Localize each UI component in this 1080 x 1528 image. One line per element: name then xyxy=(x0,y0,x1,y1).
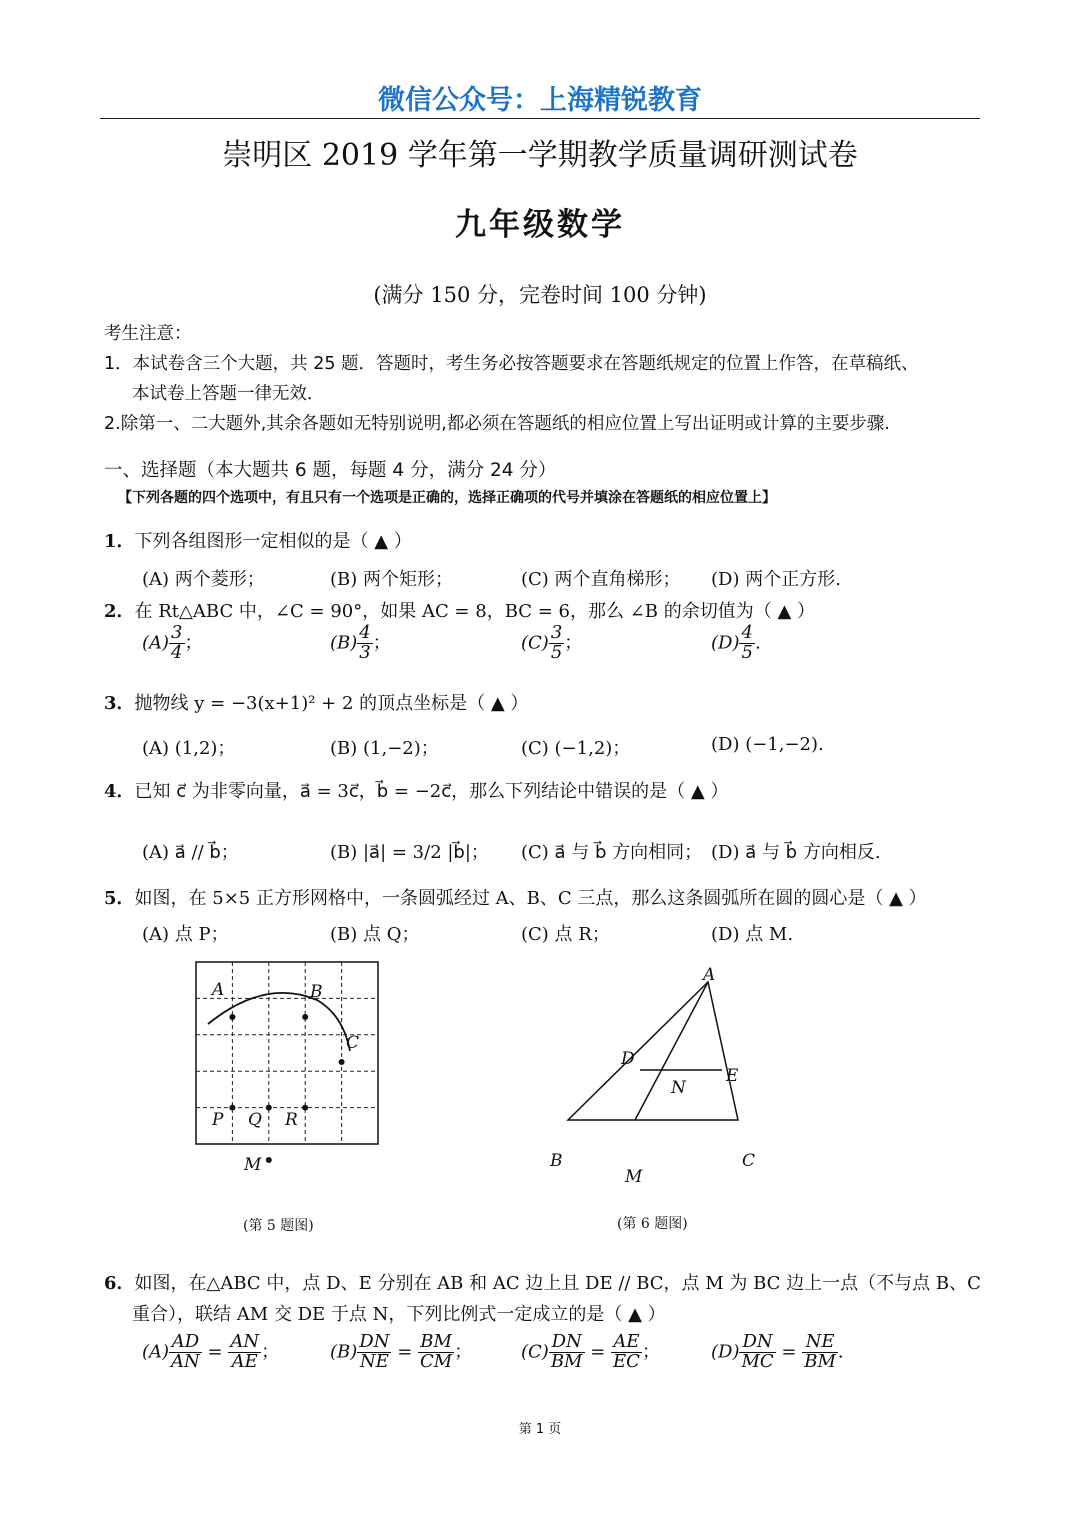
circle-arc xyxy=(208,993,350,1051)
fraction xyxy=(357,624,372,663)
denominator: 5 xyxy=(550,641,563,663)
fraction-right xyxy=(611,1333,642,1372)
label-e: E xyxy=(726,1066,739,1086)
label-a: A xyxy=(703,965,716,985)
question-3 xyxy=(104,689,528,715)
header-rule xyxy=(100,118,980,119)
section-heading: 一、选择题（本大题共 6 题，每题 4 分，满分 24 分） xyxy=(104,460,557,481)
denominator: 4 xyxy=(171,641,183,663)
question-text: 在 Rt△ABC 中，∠C = 90°，如果 AC = 8，BC = 6，那么 ∠B 的余切值为（ ▲ ） xyxy=(134,601,816,622)
label-m: M xyxy=(244,1155,262,1175)
q5-option-b: (B) 点 Q； xyxy=(330,924,420,945)
option-label: (B) xyxy=(330,1341,358,1363)
q4-option-d: (D) a⃗ 与 b⃗ 方向相反. xyxy=(711,842,881,863)
numerator: AN xyxy=(230,1331,260,1352)
option-label: (C) xyxy=(521,632,549,654)
option-label: (C) xyxy=(521,1341,549,1363)
numerator: 3 xyxy=(171,622,183,643)
numerator: NE xyxy=(802,1333,838,1353)
q3-option-d: (D) (−1,−2). xyxy=(711,734,824,755)
numerator: DN xyxy=(359,1331,390,1352)
label-p: P xyxy=(212,1110,224,1130)
question-number: 4． xyxy=(104,781,135,802)
option-tail: . xyxy=(837,1341,844,1363)
point-b xyxy=(302,1014,308,1020)
notice-item-1-cont: 本试卷上答题一律无效． xyxy=(132,384,325,404)
option-label: (A) xyxy=(142,632,170,654)
option-tail: ； xyxy=(261,1341,280,1363)
q6-option-d: (D) $\frac{DN}{MC}$ = $\frac{NE}{BM}$ . xyxy=(711,1331,844,1372)
fraction xyxy=(549,624,564,663)
fraction-left xyxy=(169,1333,202,1372)
question-text: 下列各组图形一定相似的是（ ▲ ） xyxy=(134,531,412,552)
label-c: C xyxy=(742,1151,756,1171)
numerator: AE xyxy=(611,1333,642,1353)
option-label: (D) xyxy=(711,1341,740,1363)
denominator: 3 xyxy=(359,641,371,663)
fraction-right xyxy=(802,1333,838,1372)
q2-option-c xyxy=(521,624,582,663)
question-4 xyxy=(104,777,728,803)
denominator: EC xyxy=(613,1350,640,1372)
question-number: 3． xyxy=(104,693,135,714)
label-b: B xyxy=(310,982,323,1002)
section-instruction: 【下列各题的四个选项中，有且只有一个选项是正确的，选择正确项的代号并填涂在答题纸的相应位置上】 xyxy=(118,490,776,506)
wechat-banner: 微信公众号：上海精锐教育 xyxy=(378,85,702,116)
q6-option-a: (A) $\frac{AD}{AN}$ = $\frac{AN}{AE}$ ； xyxy=(142,1331,280,1372)
q1-option-b: (B) 两个矩形； xyxy=(330,569,453,590)
question-number: 5． xyxy=(104,888,135,909)
exam-title: 崇明区 2019 学年第一学期教学质量调研测试卷 xyxy=(222,138,858,173)
q1-option-d: (D) 两个正方形. xyxy=(711,569,841,590)
subject-title: 九年级数学 xyxy=(455,207,625,243)
numerator: DN xyxy=(549,1333,585,1353)
fraction-left xyxy=(549,1333,585,1372)
point-r xyxy=(302,1105,308,1111)
question-text: 如图，在 5×5 正方形网格中，一条圆弧经过 A、B、C 三点，那么这条圆弧所在圆的圆心是（ ▲ ） xyxy=(134,888,927,909)
label-r: R xyxy=(285,1110,298,1130)
denominator: BM xyxy=(550,1350,583,1372)
point-q xyxy=(266,1105,272,1111)
option-tail: ； xyxy=(454,1341,473,1363)
q2-option-a xyxy=(142,624,203,663)
option-label: (B) xyxy=(330,632,358,654)
denominator: AE xyxy=(231,1350,258,1372)
point-p xyxy=(229,1105,235,1111)
notice-item-1: 1．本试卷含三个大题，共 25 题．答题时，考生务必按答题要求在答题纸规定的位置上作答，在草稿纸、 xyxy=(104,354,919,374)
notice-item-2: 2.除第一、二大题外,其余各题如无特别说明,都必须在答题纸的相应位置上写出证明或计算的主要步骤. xyxy=(104,414,890,434)
q3-option-b: (B) (1,−2)； xyxy=(330,738,439,759)
question-5 xyxy=(104,884,927,910)
numerator: AD xyxy=(169,1333,202,1353)
question-text: 抛物线 y = −3(x+1)² + 2 的顶点坐标是（ ▲ ） xyxy=(134,693,529,714)
q4-option-b: (B) |a⃗| = 3/2 |b⃗|； xyxy=(330,842,489,863)
fraction-right xyxy=(418,1333,454,1372)
point-c xyxy=(339,1059,345,1065)
point-m xyxy=(266,1157,272,1163)
question-number: 2． xyxy=(104,601,135,622)
triangle-abc xyxy=(568,982,738,1120)
label-d: D xyxy=(621,1049,635,1069)
point-a xyxy=(229,1014,235,1020)
denominator: NE xyxy=(359,1350,389,1372)
q3-option-c: (C) (−1,2)； xyxy=(521,738,631,759)
q6-option-b: (B) $\frac{DN}{NE}$ = $\frac{BM}{CM}$ ； xyxy=(330,1331,473,1372)
fraction-right xyxy=(228,1333,261,1372)
q6-option-c: (C) $\frac{DN}{BM}$ = $\frac{AE}{EC}$ ； xyxy=(521,1331,660,1372)
option-tail: ； xyxy=(372,632,391,654)
label-m: M xyxy=(625,1167,643,1187)
question-1 xyxy=(104,527,412,553)
fraction xyxy=(739,624,754,663)
segment-am xyxy=(635,982,708,1120)
option-tail: ； xyxy=(564,632,583,654)
page-number: 第 1 页 xyxy=(518,1422,562,1437)
question-number: 1． xyxy=(104,531,135,552)
denominator: CM xyxy=(420,1350,453,1372)
figure-6-caption: (第 6 题图) xyxy=(617,1216,688,1232)
numerator: 4 xyxy=(359,622,371,643)
question-text: 已知 c⃗ 为非零向量，a⃗ = 3c⃗，b⃗ = −2c⃗，那么下列结论中错误的是（ ▲ ） xyxy=(134,781,729,802)
figure-6-triangle xyxy=(540,960,790,1195)
figure-5-grid xyxy=(180,955,400,1180)
q5-option-a: (A) 点 P； xyxy=(142,924,229,945)
numerator: 4 xyxy=(741,622,753,643)
question-6 xyxy=(104,1269,981,1295)
question-6-cont: 重合），联结 AM 交 DE 于点 N，下列比例式一定成立的是（ ▲ ） xyxy=(132,1304,666,1325)
option-label: (A) xyxy=(142,1341,170,1363)
option-tail: ； xyxy=(641,1341,660,1363)
q1-option-c: (C) 两个直角梯形； xyxy=(521,569,681,590)
question-2 xyxy=(104,597,815,623)
figure-5-caption: (第 5 题图) xyxy=(243,1218,314,1234)
q4-option-c: (C) a⃗ 与 b⃗ 方向相同； xyxy=(521,842,703,863)
option-tail: . xyxy=(754,632,761,654)
question-number: 6． xyxy=(104,1273,135,1294)
q5-option-d: (D) 点 M. xyxy=(711,924,794,945)
numerator: DN xyxy=(739,1333,775,1353)
denominator: AN xyxy=(171,1350,200,1372)
q4-option-a: (A) a⃗ // b⃗； xyxy=(142,842,239,863)
denominator: BM xyxy=(804,1350,836,1372)
q1-option-a: (A) 两个菱形； xyxy=(142,569,265,590)
q2-option-b xyxy=(330,624,391,663)
label-c: C xyxy=(346,1033,360,1053)
q5-option-c: (C) 点 R； xyxy=(521,924,610,945)
label-n: N xyxy=(671,1078,686,1098)
option-tail: ； xyxy=(184,632,203,654)
question-text: 如图，在△ABC 中，点 D、E 分别在 AB 和 AC 边上且 DE // BC，点 M 为 BC 边上一点（不与点 B、C xyxy=(134,1273,981,1294)
numerator: BM xyxy=(418,1333,454,1353)
score-info: (满分 150 分，完卷时间 100 分钟) xyxy=(373,283,707,307)
label-b: B xyxy=(550,1151,563,1171)
denominator: 5 xyxy=(741,641,753,663)
fraction xyxy=(169,624,184,663)
q2-option-d xyxy=(711,624,761,663)
q3-option-a: (A) (1,2)； xyxy=(142,738,236,759)
label-a: A xyxy=(212,980,225,1000)
label-q: Q xyxy=(248,1110,262,1130)
numerator: 3 xyxy=(550,622,563,643)
notice-heading: 考生注意： xyxy=(104,324,192,344)
fraction-left xyxy=(739,1333,775,1372)
denominator: MC xyxy=(741,1350,774,1372)
option-label: (D) xyxy=(711,632,740,654)
fraction-left xyxy=(357,1333,391,1372)
